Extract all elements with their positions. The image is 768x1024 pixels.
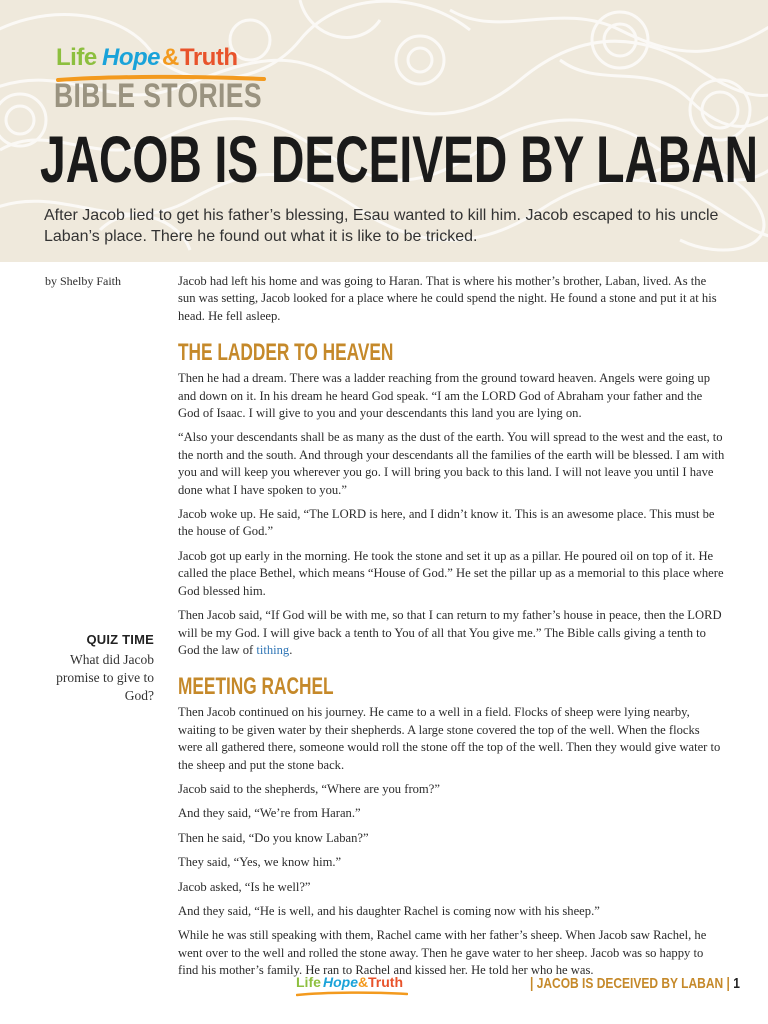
footer-running-title: [530, 975, 740, 992]
paragraph: Then he had a dream. There was a ladder reaching from the ground toward heaven. Angels were going up and down on it. In his dream he heard God speak. “I am the LORD God of Abraham your father and the God of Isaac. I will give to you and your descendants this land you are lying on.: [178, 371, 711, 421]
intro-paragraph: After Jacob lied to get his father’s blessing, Esau wanted to kill him. Jacob escaped to his uncle Laban’s place. There he found out what it is like to be tricked.: [44, 207, 719, 245]
author-byline: by Shelby Faith: [45, 274, 122, 288]
paragraph: [178, 607, 726, 659]
logo-ampersand: &: [358, 974, 369, 990]
paragraph: While he was still speaking with them, Rachel came with her father’s sheep. When Jacob saw Rachel, he went over to the well and rolled the stone away. Then he gave water to her sheep. Jacob was so happy to find his mother’s family. He ran to Rachel and kissed her. He told her who he was.: [178, 928, 707, 978]
logo-word-life: Life: [56, 44, 97, 71]
logo-word-truth: Truth: [180, 44, 238, 71]
section-kicker: BIBLE STORIES: [54, 77, 262, 115]
logo-swoosh-icon: [296, 991, 408, 997]
paragraph: Jacob had left his home and was going to Haran. That is where his mother’s brother, Laban, lived. As the sun was setting, Jacob looked for a place where he could spend the night. He found a stone and put it at his head. He fell asleep.: [178, 274, 717, 323]
quiz-sidebar: [40, 632, 154, 705]
footer-separator: |: [726, 975, 730, 992]
paragraph: And they said, “We’re from Haran.”: [178, 806, 361, 821]
header-banner: [0, 0, 768, 262]
article-body: [178, 273, 726, 987]
paragraph: And they said, “He is well, and his daughter Rachel is coming now with his sheep.”: [178, 903, 600, 918]
paragraph: Then Jacob continued on his journey. He came to a well in a field. Flocks of sheep were lying nearby, waiting to be given water by their shepherds. A large stone covered the top of the well. When the flocks were all gathered there, someone would roll the stone off the top of the well. Then they would give water to the sheep and put the stone back.: [178, 705, 721, 772]
paragraph: “Also your descendants shall be as many as the dust of the earth. You will spread to the west and the east, to the north and the south. And through your descendants all the families of the earth will be blessed. I am with you and will keep you wherever you go. I will bring you back to this land. I will not leave you until I have done what I have spoken to you.”: [178, 430, 725, 497]
logo-ampersand: &: [162, 44, 180, 71]
paragraph-text: .: [289, 642, 293, 657]
paragraph: Jacob asked, “Is he well?”: [178, 879, 311, 894]
section-heading-rachel: MEETING RACHEL: [178, 673, 334, 701]
footer-separator: |: [530, 975, 534, 992]
paragraph: Then he said, “Do you know Laban?”: [178, 830, 369, 845]
paragraph: Jacob said to the shepherds, “Where are you from?”: [178, 781, 440, 796]
page-title: JACOB IS DECEIVED BY LABAN: [40, 122, 758, 196]
tithing-link[interactable]: tithing: [256, 642, 290, 657]
logo-word-truth: Truth: [368, 974, 403, 990]
section-heading-ladder: THE LADDER TO HEAVEN: [178, 339, 394, 367]
page-number: 1: [733, 975, 740, 992]
logo-word-hope: Hope: [323, 974, 358, 990]
footer-title-text: JACOB IS DECEIVED BY LABAN: [536, 975, 724, 992]
quiz-heading: QUIZ TIME: [86, 632, 154, 647]
paragraph-text: Then Jacob said, “If God will be with me, so that I can return to my father’s house in peace, then the LORD will be my God. I will give back a tenth to You of all that You give me.” The Bible calls giving a tenth to God the law of: [178, 608, 722, 657]
paragraph: Jacob woke up. He said, “The LORD is here, and I didn’t know it. This is an awesome place. This must be the house of God.”: [178, 507, 715, 539]
logo-word-life: Life: [296, 974, 321, 990]
logo-word-hope: Hope: [102, 44, 160, 71]
paragraph: Jacob got up early in the morning. He took the stone and set it up as a pillar. He poured oil on top of it. He called the place Bethel, which means “House of God.” He set the pillar up as a memorial to this place where God blessed him.: [178, 548, 724, 598]
quiz-question: What did Jacob promise to give to God?: [56, 652, 154, 703]
footer-logo[interactable]: [296, 974, 416, 1000]
paragraph: They said, “Yes, we know him.”: [178, 855, 342, 870]
